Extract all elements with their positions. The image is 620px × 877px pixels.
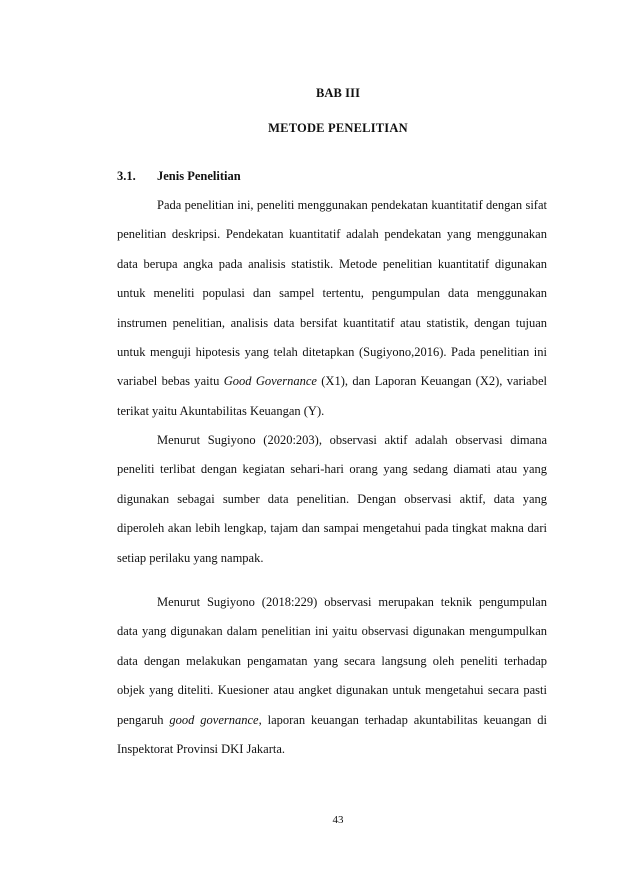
paragraph-1 [117, 191, 547, 426]
section-heading [117, 169, 241, 184]
paragraph-3 [117, 588, 547, 764]
paragraph-1-text-c: (X1), dan Laporan Keuangan (X2), variabel terikat yaitu Akuntabilitas Keuangan (Y). [117, 374, 547, 418]
section-title: Jenis Penelitian [157, 169, 241, 183]
paragraph-1-text-a: Pada penelitian ini, peneliti menggunakan pendekatan kuantitatif dengan sifat penelitian deskripsi. Pendekatan kuantitatif adalah pendekatan yang menggunakan data berupa angka pada analisis statistik. Metode penelitian kuantitatif digunakan untuk meneliti populasi dan sampel tertentu, pengumpulan data menggunakan instrumen penelitian, analisis data bersifat kuantitatif atau statistik, dengan tujuan untuk menguji hipotesis yang telah ditetapkan (Sugiyono,2016). Pada penelitian ini variabel bebas yaitu [117, 198, 547, 389]
section-number: 3.1. [117, 169, 136, 183]
paragraph-3-text-c: , laporan keuangan terhadap akuntabilitas keuangan di Inspektorat Provinsi DKI Jakarta. [117, 712, 547, 757]
paragraph-2 [117, 426, 547, 573]
chapter-subtitle: METODE PENELITIAN [268, 121, 408, 135]
paragraph-2-text: Menurut Sugiyono (2020:203), observasi aktif adalah observasi dimana peneliti terlibat dengan kegiatan sehari-hari orang yang sedang diamati atau yang digunakan sebagai sumber data penelitian. Dengan observasi aktif, data yang diperoleh akan lebih lengkap, tajam dan sampai mengetahui pada tingkat makna dari setiap perilaku yang nampak. [117, 433, 547, 565]
page-number: 43 [332, 814, 344, 826]
chapter-title: BAB III [315, 86, 361, 100]
paragraph-3-text-a: Menurut Sugiyono (2018:229) observasi merupakan teknik pengumpulan data yang digunakan dalam penelitian ini yaitu observasi digunakan mengumpulkan data dengan melakukan pengamatan yang secara langsung oleh peneliti terhadap objek yang diteliti. Kuesioner atau angket digunakan untuk mengetahui secara pasti pengaruh [117, 595, 547, 727]
paragraph-1-italic-term: Good Governance [223, 374, 317, 389]
paragraph-3-italic-term: good governance [169, 712, 259, 727]
